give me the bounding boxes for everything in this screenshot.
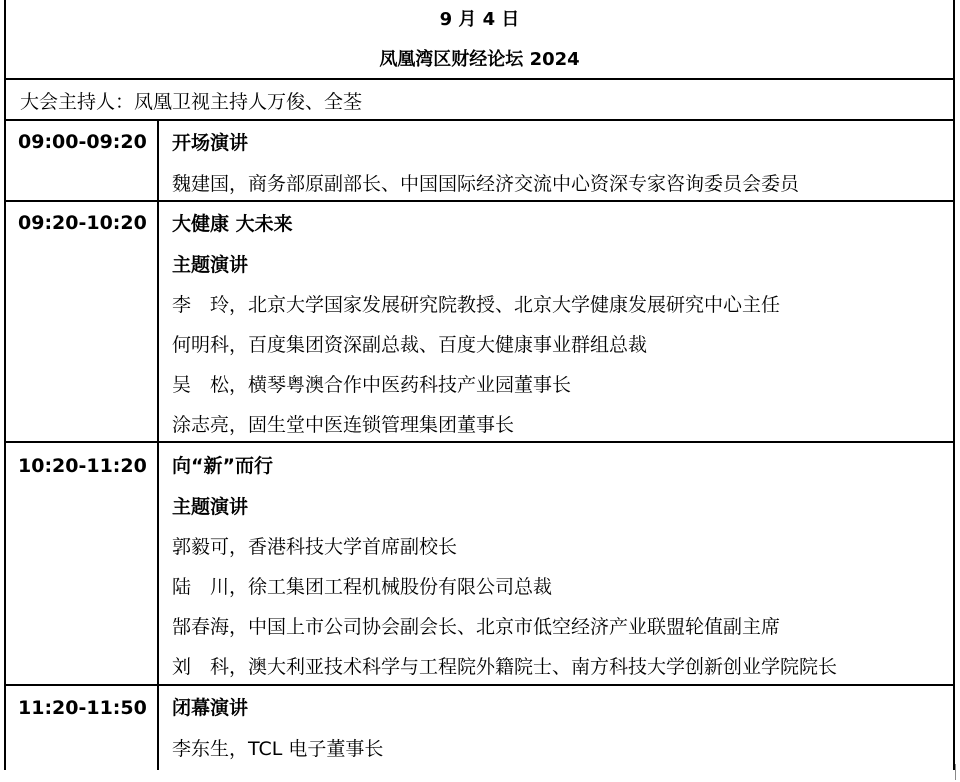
- table-border-right: [953, 0, 955, 770]
- session-time: 11:20-11:50: [18, 697, 147, 719]
- column-divider: [157, 121, 159, 770]
- session-subtitle: 主题演讲: [172, 496, 249, 518]
- speaker-line: 吴 松，横琴粤澳合作中医药科技产业园董事长: [172, 374, 572, 396]
- speaker-line: 刘 科，澳大利亚技术科学与工程院外籍院士、南方科技大学创新创业学院院长: [172, 656, 838, 678]
- speaker-line: 郜春海，中国上市公司协会副会长、北京市低空经济产业联盟轮值副主席: [172, 616, 781, 638]
- table-border-left: [4, 0, 6, 770]
- divider-session-3: [4, 684, 955, 686]
- speaker-line: 何明科，百度集团资深副总裁、百度大健康事业群组总裁: [172, 334, 648, 356]
- forum-title: 凤凰湾区财经论坛 2024: [379, 49, 580, 70]
- session-subtitle: 主题演讲: [172, 254, 249, 276]
- speaker-line: 涂志亮，固生堂中医连锁管理集团董事长: [172, 414, 515, 436]
- divider-session-1: [4, 200, 955, 202]
- session-title: 开场演讲: [172, 132, 249, 154]
- session-title: 闭幕演讲: [172, 697, 249, 719]
- speaker-line: 郭毅可，香港科技大学首席副校长: [172, 536, 458, 558]
- session-time: 10:20-11:20: [18, 455, 147, 477]
- agenda-date: 9 月 4 日: [439, 9, 520, 30]
- speaker-line: 魏建国，商务部原副部长、中国国际经济交流中心资深专家咨询委员会委员: [172, 173, 800, 195]
- page-edge-mark: [955, 764, 956, 780]
- speaker-line: 陆 川，徐工集团工程机械股份有限公司总裁: [172, 576, 553, 598]
- session-time: 09:00-09:20: [18, 131, 147, 153]
- divider-session-2: [4, 441, 955, 443]
- divider-host: [4, 119, 955, 121]
- speaker-line: 李 玲，北京大学国家发展研究院教授、北京大学健康发展研究中心主任: [172, 294, 781, 316]
- host-line: 大会主持人：凤凰卫视主持人万俊、全荃: [20, 91, 363, 113]
- speaker-line: 李东生，TCL 电子董事长: [172, 738, 384, 760]
- divider-header: [4, 78, 955, 80]
- session-title: 大健康 大未来: [172, 213, 293, 235]
- session-time: 09:20-10:20: [18, 212, 147, 234]
- session-title: 向“新”而行: [172, 455, 273, 477]
